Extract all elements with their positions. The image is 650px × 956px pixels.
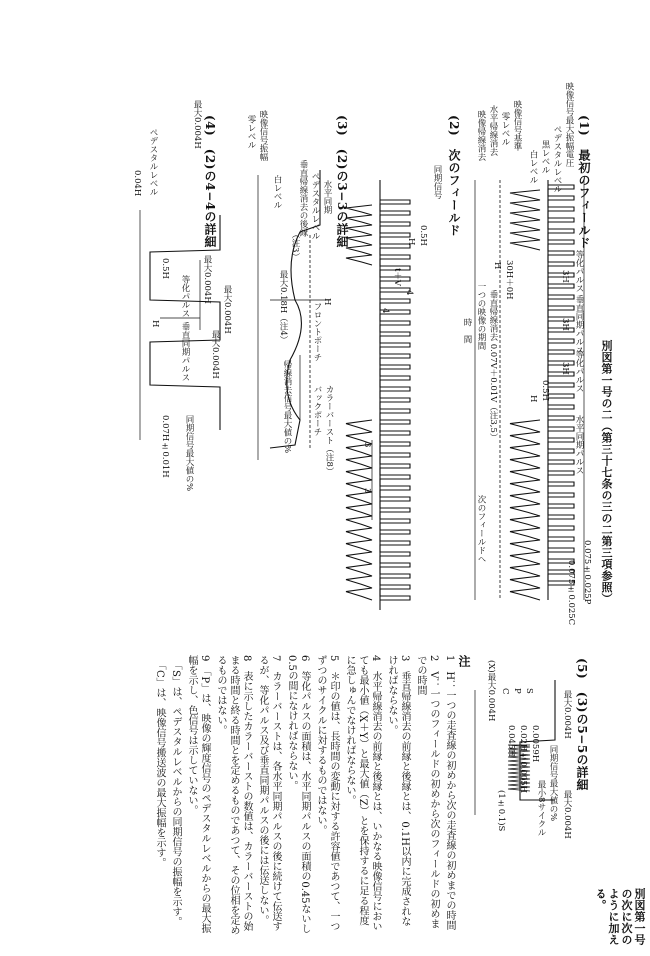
s1-equalizing2: 等化パルス [574,350,584,393]
note-item: 3 垂直帰線消去の前縁と後縁とは、0.1H以内に完成されなければならない。 [386,655,410,926]
s5-t3: 0.045H [506,725,516,757]
s1-black: 黒レベル [540,140,550,174]
note-item: 1 H：一つの走査線の初めから次の走査線の初めまでの時間 [444,655,455,931]
s5-t1: 0.0059H [530,725,540,763]
section4-title: (4) (2)の4−4の詳細 [203,115,217,249]
note-item: 2 V：一つのフィールドの初めから次のフィールドの初めまでの時間 [415,655,439,929]
s2-3a: 3 [362,442,372,448]
note-item: 7 カラーバーストは、各水平同期パルスの後に続けて伝送するが、等化パルス及び垂直同期パルスの後には伝送しない。 [257,655,281,932]
s2-h1: H [406,238,416,246]
s3-blank-sig: 帰線消去信号最大値の% [282,360,292,454]
s1-ref-level: 零レベル [500,112,510,146]
s3-pedestal: ペデスタルレベル [310,172,320,240]
s1-hsync: 水平同期パルス [574,415,584,475]
note-item: 6 等化パルスの面積は、水平同期パルスの面積の0.45ないし0.5の間になければならない。 [286,655,310,934]
s1-h05: 0.5H [540,380,550,401]
section1-title: (1) 最初のフィールド [577,115,591,249]
s1-video-ref: 映像信号基準 [512,100,522,151]
s4-max-c: 最大0.004H [222,285,232,334]
s3-front: フロントポーチ [312,302,322,362]
note-item: 9 「P」は、映像の輝度信号のペデスタルレベルからの最大振幅を示し、色信号は示していない。 [186,655,210,934]
s3-hsync: 水平同期 [322,180,332,214]
notes [46,655,456,935]
s1-field-period: 一つの映像の期間 [476,282,486,350]
s5-max-a: 最大0.004H [562,690,572,739]
s5-xh: (X)最大0.004H [486,660,496,722]
s2-sync: 同期信号 [432,165,442,199]
field2-waveform [346,180,410,610]
s4-h-a: 0.04H [132,170,142,197]
s1-h1: H [528,395,538,403]
s4-max-b: 最大0.004H [202,255,212,304]
section3-title: (3) (2)の3−3の詳細 [335,115,349,249]
note-item: 「S」は、ペデスタルレベルからの同期信号の振幅を示す。 [170,655,181,927]
s2-4b: 4 [380,308,390,314]
s5-t2: 0.02H±0.005H [518,725,528,794]
s2-tv: t＋V [392,268,402,287]
s3-video-ref: 映像信号振幅 [258,110,268,161]
note-item: 8 表に示したカラーバーストの数値は、カラーバーストの始まる時間と終る時間とを定めるものであつて、その位相を定めるものではない。 [215,655,252,935]
s1-video-blank: 映像帰線消去 [476,110,486,161]
s5-max-b: 最大0.004H [562,790,572,839]
s5-sync-max: 同期信号最大値の% [548,745,558,822]
s1-vsync: 垂直同期パルス [574,295,584,355]
s1-h-blank: 水平帰線消去 [488,105,498,156]
s1-pedestal: ペデスタルレベル [552,125,562,193]
s4-eq: 等化パルス [180,275,190,318]
s3-vblank: 垂直帰線消去の後縁 [298,160,308,237]
s1-equalizing1: 等化パルス [574,250,584,293]
s4-vsync: 垂直同期パルス [180,322,190,382]
s1-30h: 30H＋0H [504,260,514,300]
s4-sync-max: 同期信号最大値の% [184,415,194,492]
s1-3h-c: 3H [560,362,570,375]
s4-h: H [150,320,160,328]
s5-s: S [524,688,534,694]
s5-c: C [500,688,510,695]
s3-zero: 零レベル [246,115,256,149]
note-item: 4 水平帰線消去の前縁と後縁とは、いかなる映像信号においても最小値（X＋Y）と最大値（Z）とを保持するに足る程度に急しゅんでなければならない。 [344,655,381,932]
section2-title: (2) 次のフィールド [447,115,461,237]
s3-max: 最大0.18H（注4） [278,270,288,345]
s3-note3: （注3） [290,230,300,261]
s1-time-axis: 時 間 [462,318,472,344]
s4-h05: 0.5H [160,258,170,279]
s1-time-sec: 0.075±0.025P [582,540,592,605]
s2-h05: 0.5H [418,225,428,246]
s4-pedestal: ペデスタルレベル [148,128,158,196]
figure-title: 別図第一号の二（第三十七条の三の二第三項参照） [600,340,613,605]
section5-title: (5) (3)の5−5の詳細 [575,658,589,792]
s5-cycles: 最小8サイクル [536,780,546,837]
s5-p: P [512,688,522,694]
s3-back: バックポーチ [312,385,322,436]
s1-3h-b: 3H [560,318,570,331]
s1-3h-a: 3H [560,270,570,283]
s3-h: H [322,298,332,306]
s4-max-a: 最大0.004H [192,100,202,149]
s2-3b: 3 [362,488,372,494]
s1-white: 白レベル [528,150,538,184]
s1-max-amplitude: 映像信号最大振幅電圧 [564,82,574,167]
s1-time-sec2: 0.075±0.025C [566,560,576,626]
note-item: 「C」は、映像信号搬送波の最大振幅を示す。 [154,655,165,868]
s1-h-label: H [492,262,502,270]
s1-next-field: 次のフィールドへ [476,495,486,563]
side-note: 別図第一号の次に次のように加える。 [594,888,646,946]
s4-tol: 0.07H±0.01H [160,415,170,478]
notes-head: 注 [457,655,471,668]
s5-t4: (1±0.1)S [496,790,506,832]
s1-vblank: 垂直帰線消去 0.07V＋0.01V（注3,5） [488,290,498,442]
s3-burst: カラーバースト（注8） [324,385,334,476]
s3-white: 白レベル [272,175,282,209]
s4-max-d: 最大0.004H [210,330,220,379]
s2-4a: 4 [404,290,414,296]
note-item: 5 ＊印の値は、長時間の変動に対する許容値であつて、一つずつのサイクルに対するものではない。 [315,655,339,932]
